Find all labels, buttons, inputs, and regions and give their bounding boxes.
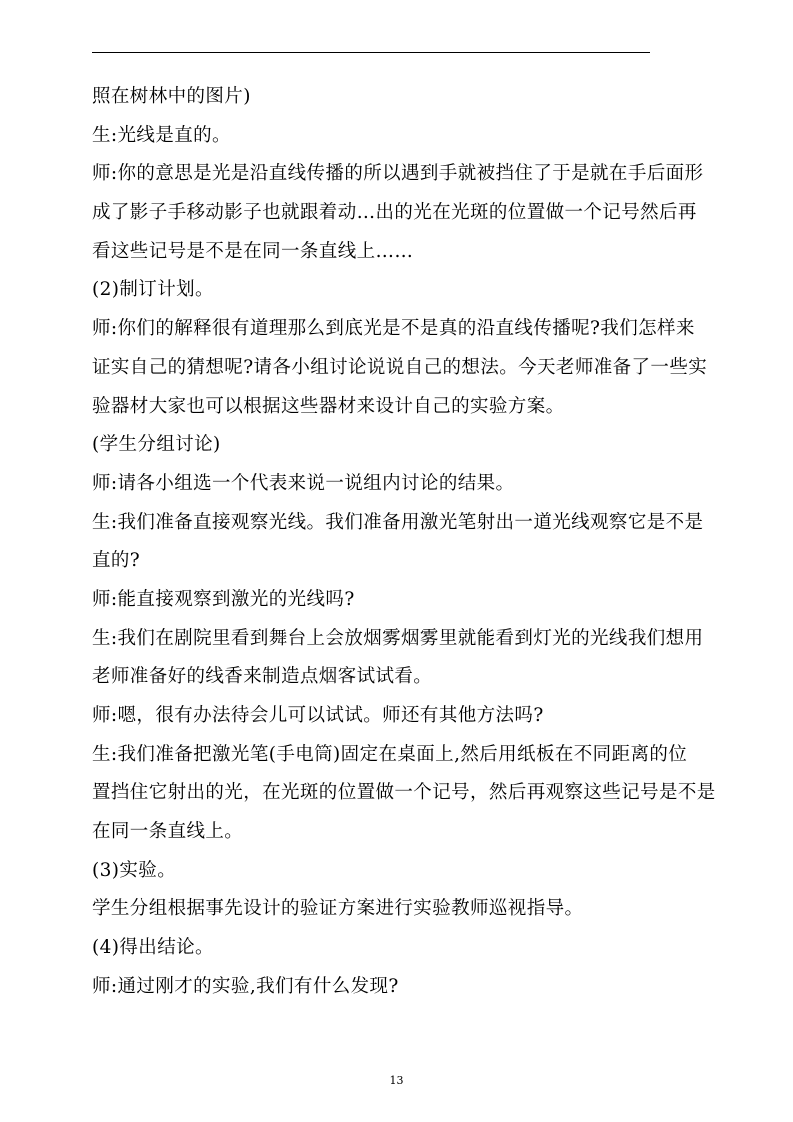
text-line: 证实自己的猜想呢?请各小组讨论说说自己的想法。今天老师准备了一些实 [92, 356, 708, 378]
text-line: (学生分组讨论) [92, 434, 221, 456]
text-line: 学生分组根据事先设计的验证方案进行实验教师巡视指导。 [92, 898, 584, 920]
text-line: 验器材大家也可以根据这些器材来设计自己的实验方案。 [92, 395, 565, 417]
text-line: 师:通过刚才的实验,我们有什么发现? [92, 975, 399, 997]
text-line: 师:能直接观察到激光的光线吗? [92, 588, 355, 610]
text-line: 生:我们在剧院里看到舞台上会放烟雾烟雾里就能看到灯光的光线我们想用 [92, 627, 704, 649]
text-line: 师:请各小组选一个代表来说一说组内讨论的结果。 [92, 472, 515, 494]
text-line: 师:你们的解释很有道理那么到底光是不是真的沿直线传播呢?我们怎样来 [92, 318, 695, 340]
text-line: 看这些记号是不是在同一条直线上…… [92, 240, 414, 262]
text-line: 老师准备好的线香来制造点烟客试试看。 [92, 666, 433, 688]
text-line: 生:我们准备把激光笔(手电筒)固定在桌面上,然后用纸板在不同距离的位 [92, 743, 688, 765]
text-line: 置挡住它射出的光，在光斑的位置做一个记号，然后再观察这些记号是不是 [92, 782, 716, 804]
page-number: 13 [389, 1074, 404, 1087]
text-line: (4)得出结论。 [92, 937, 214, 959]
document-body [92, 78, 716, 1007]
text-line: 师:嗯，很有办法待会儿可以试试。师还有其他方法吗? [92, 705, 544, 726]
text-line: 师:你的意思是光是沿直线传播的所以遇到手就被挡住了于是就在手后面形 [92, 163, 704, 185]
text-line: (3)实验。 [92, 859, 177, 881]
text-line: (2)制订计划。 [92, 279, 214, 301]
text-line: 生:我们准备直接观察光线。我们准备用激光笔射出一道光线观察它是不是 [92, 511, 704, 533]
text-line: 直的? [92, 550, 141, 572]
text-line: 在同一条直线上。 [92, 821, 244, 843]
text-line: 照在树林中的图片) [92, 86, 251, 107]
text-line: 成了影子手移动影子也就跟着动…出的光在光斑的位置做一个记号然后再 [92, 202, 697, 224]
header-rule [92, 52, 650, 53]
text-line: 生:光线是直的。 [92, 124, 231, 146]
